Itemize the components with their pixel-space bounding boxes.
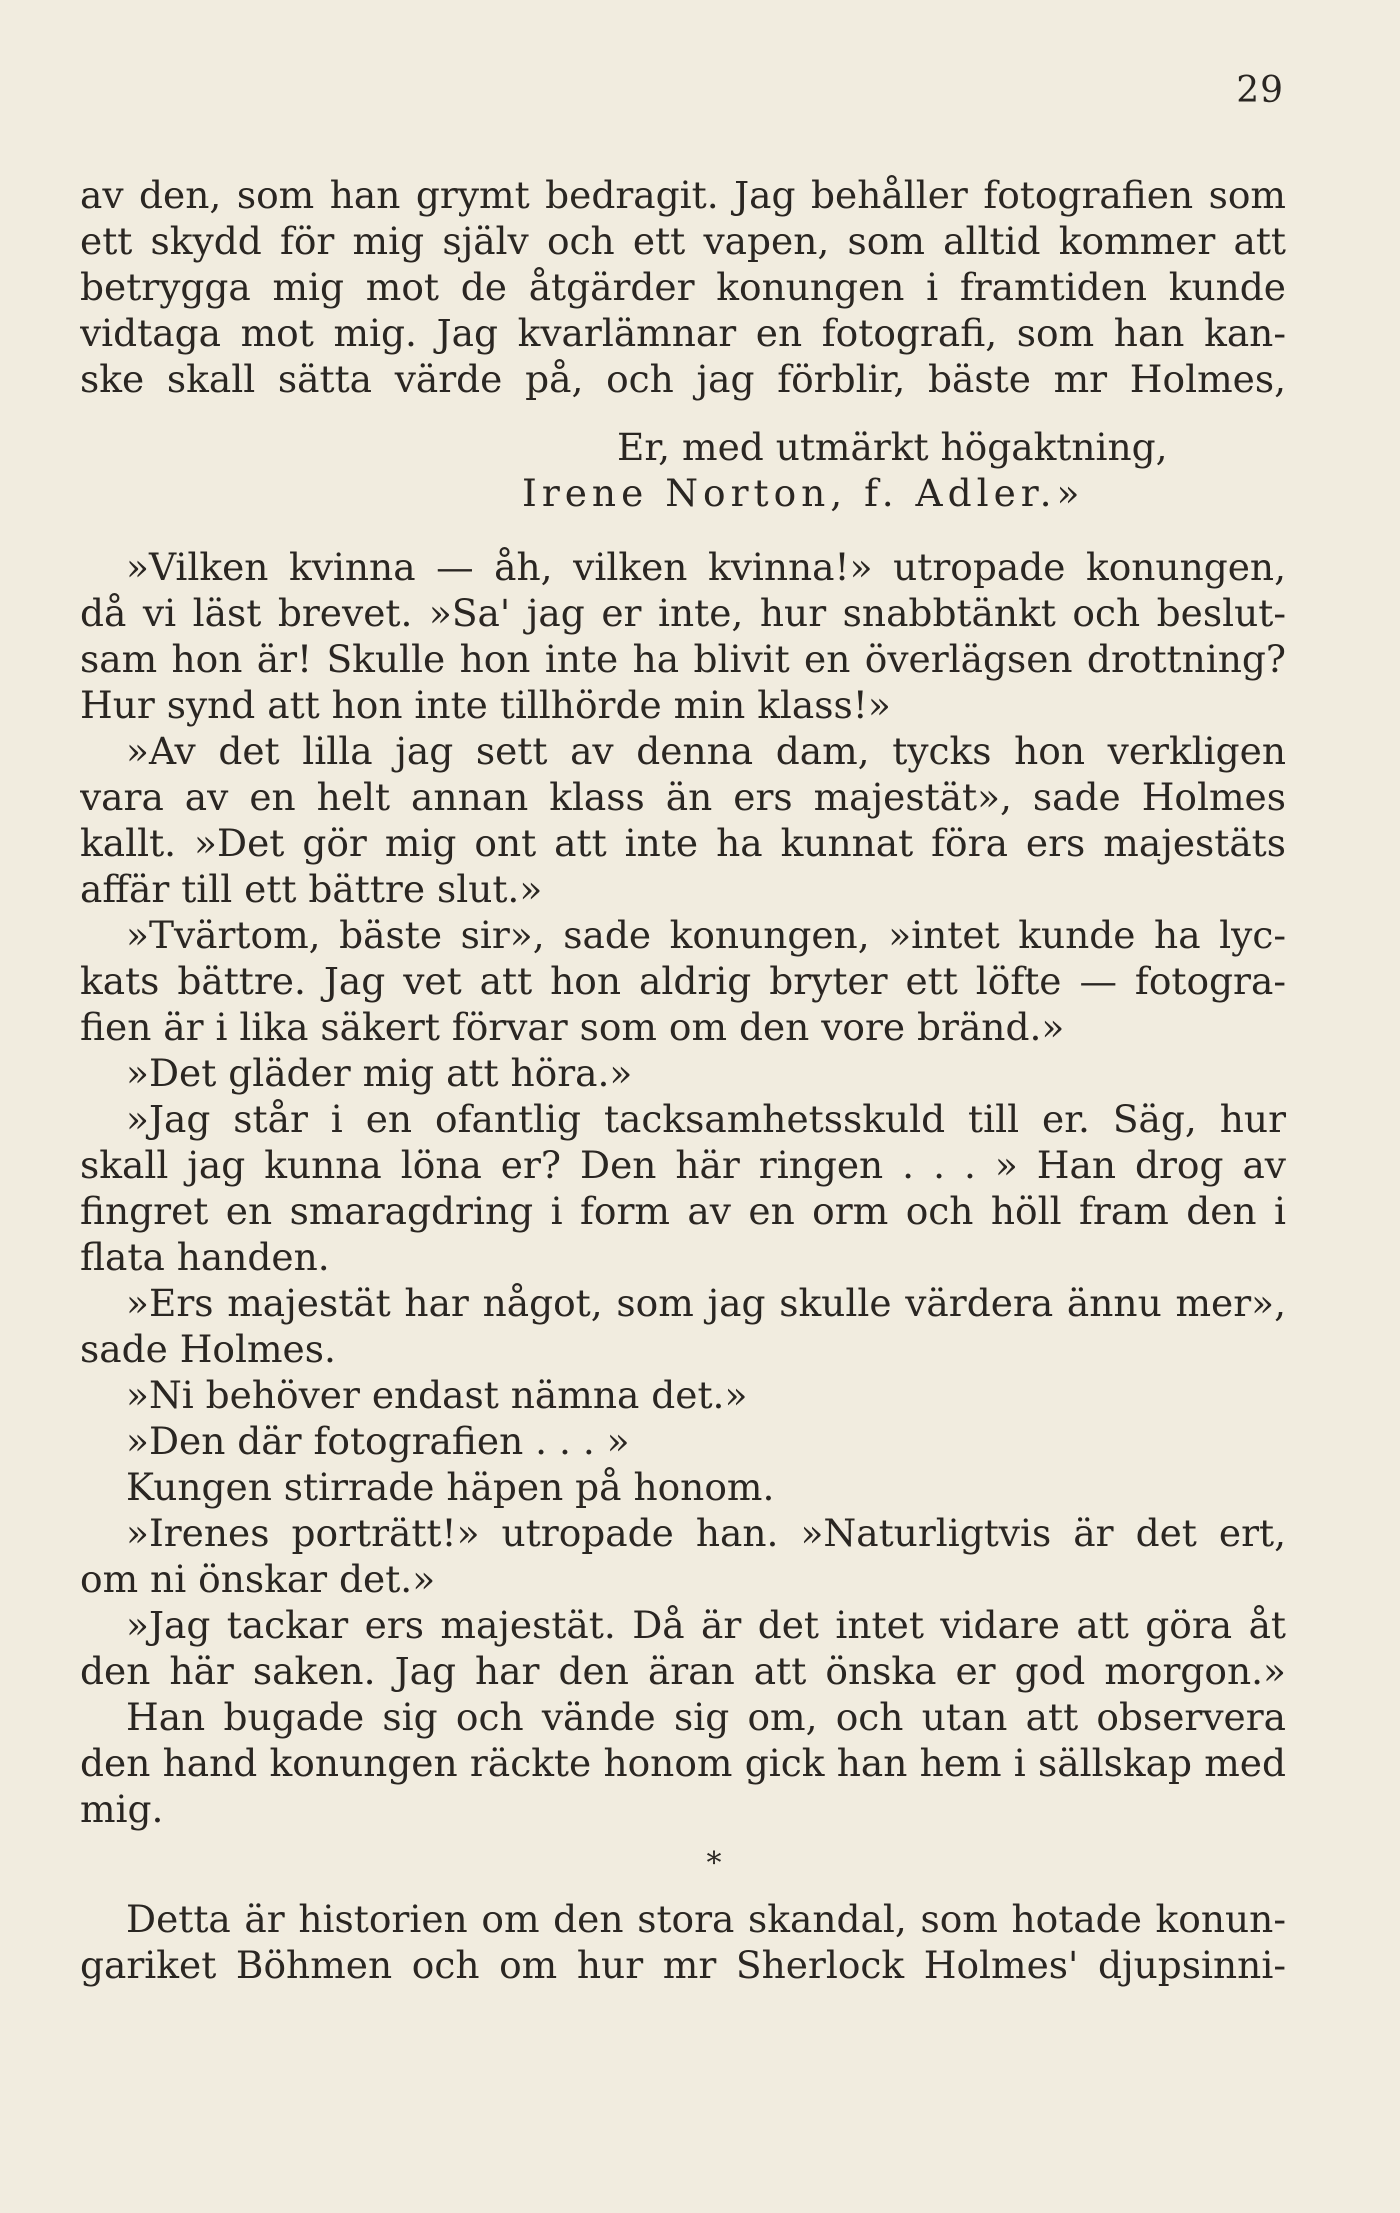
text-line: Detta är historien om den stora skandal, som hotade konun- <box>126 1897 1286 1941</box>
text-line: sade Holmes. <box>80 1327 336 1371</box>
text-line: då vi läst brevet. »Sa' jag er inte, hur snabbtänkt och beslut- <box>80 591 1286 635</box>
text-line: vara av en helt annan klass än ers majestät», sade Holmes <box>80 775 1286 819</box>
spacer <box>80 516 1286 544</box>
page-number: 29 <box>1236 70 1284 111</box>
text-line: flata handen. <box>80 1235 330 1279</box>
letter-signature: Irene Norton, f. Adler.» <box>522 471 1085 515</box>
text-line: kats bättre. Jag vet att hon aldrig bryter ett löfte — fotogra- <box>80 959 1286 1003</box>
text-line: »Ers majestät har något, som jag skulle värdera ännu mer», <box>126 1281 1286 1325</box>
text-line: sam hon är! Skulle hon inte ha blivit en överlägsen drottning? <box>80 637 1286 681</box>
text-line: mig. <box>80 1787 164 1831</box>
text-line: »Det gläder mig att höra.» <box>126 1051 633 1095</box>
text-line: fingret en smaragdring i form av en orm och höll fram den i <box>80 1189 1286 1233</box>
text-line: »Jag tackar ers majestät. Då är det intet vidare att göra åt <box>126 1603 1286 1647</box>
text-line: »Ni behöver endast nämna det.» <box>126 1373 748 1417</box>
text-line: av den, som han grymt bedragit. Jag behåller fotografien som <box>80 173 1286 217</box>
text-line: »Vilken kvinna — åh, vilken kvinna!» utropade konungen, <box>126 545 1286 589</box>
text-line: »Tvärtom, bäste sir», sade konungen, »intet kunde ha lyc- <box>126 913 1286 957</box>
text-line: skall jag kunna löna er? Den här ringen . . . » Han drog av <box>80 1143 1286 1187</box>
text-line: Hur synd att hon inte tillhörde min klass!» <box>80 683 891 727</box>
text-line: betrygga mig mot de åtgärder konungen i framtiden kunde <box>80 265 1286 309</box>
text-block <box>80 172 1286 1988</box>
text-line: Kungen stirrade häpen på honom. <box>126 1465 775 1509</box>
letter-closing: Er, med utmärkt högaktning, <box>617 425 1168 469</box>
text-line: fien är i lika säkert förvar som om den vore bränd.» <box>80 1005 1065 1049</box>
text-line: »Av det lilla jag sett av denna dam, tycks hon verkligen <box>126 729 1286 773</box>
text-line: Han bugade sig och vände sig om, och utan att observera <box>126 1695 1286 1739</box>
text-line: om ni önskar det.» <box>80 1557 436 1601</box>
text-line: »Irenes porträtt!» utropade han. »Naturligtvis är det ert, <box>126 1511 1286 1555</box>
text-line: affär till ett bättre slut.» <box>80 867 543 911</box>
text-line: kallt. »Det gör mig ont att inte ha kunnat föra ers majestäts <box>80 821 1286 865</box>
text-line: »Jag står i en ofantlig tacksamhetsskuld till er. Säg, hur <box>126 1097 1286 1141</box>
text-line: den hand konungen räckte honom gick han hem i sällskap med <box>80 1741 1286 1785</box>
body-text <box>80 544 1286 1832</box>
section-separator: * <box>706 1846 722 1881</box>
final-paragraph <box>80 1896 1286 1988</box>
text-line: gariket Böhmen och om hur mr Sherlock Holmes' djupsinni- <box>80 1943 1286 1987</box>
spacer <box>80 402 1286 424</box>
text-line: »Den där fotografien . . . » <box>126 1419 630 1463</box>
text-line: vidtaga mot mig. Jag kvarlämnar en fotografi, som han kan- <box>80 311 1286 355</box>
text-line: ske skall sätta värde på, och jag förblir, bäste mr Holmes, <box>80 357 1286 401</box>
letter-paragraph <box>80 172 1286 402</box>
text-line: ett skydd för mig själv och ett vapen, som alltid kommer att <box>80 219 1286 263</box>
text-line: den här saken. Jag har den äran att önska er god morgon.» <box>80 1649 1286 1693</box>
